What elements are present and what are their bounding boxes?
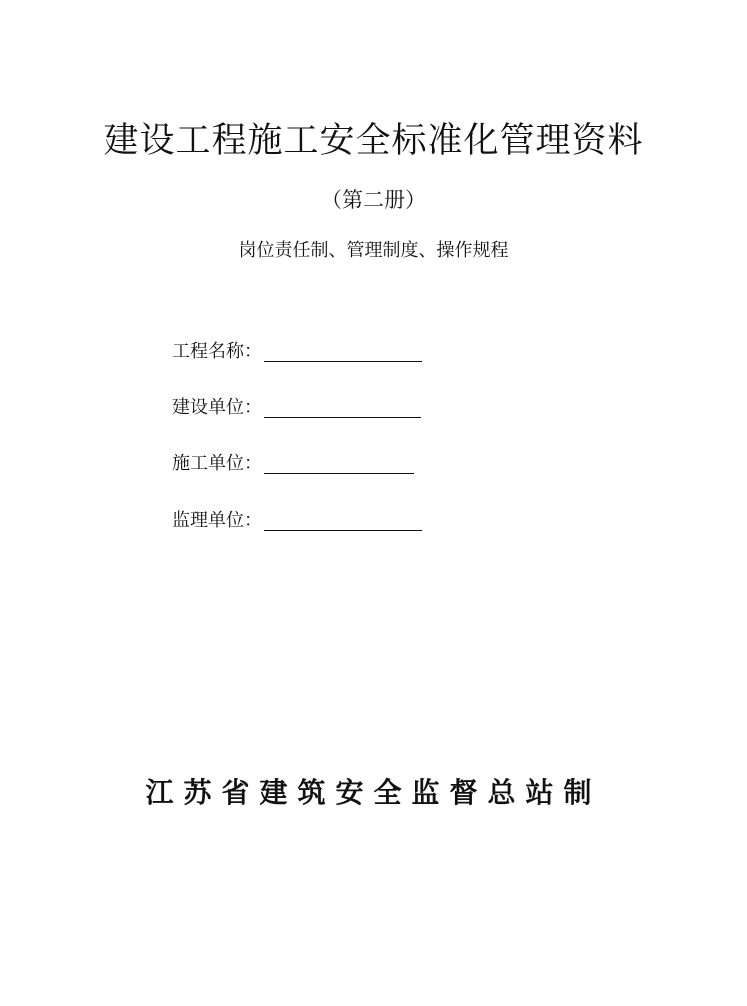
supervision-unit-blank-line <box>264 510 422 531</box>
document-title: 建设工程施工安全标准化管理资料 <box>103 121 644 161</box>
project-name-blank-line <box>264 341 422 362</box>
supervision-unit-field <box>172 506 422 534</box>
supervision-unit-label: 监理单位： <box>172 510 262 531</box>
builder-unit-blank-line <box>264 453 414 474</box>
volume-label: （第二册） <box>321 188 426 212</box>
project-name-field <box>172 337 422 365</box>
construction-unit-label: 建设单位： <box>172 397 262 418</box>
construction-unit-blank-line <box>264 397 421 418</box>
project-name-label: 工程名称： <box>172 341 262 362</box>
builder-unit-label: 施工单位： <box>172 453 262 474</box>
builder-unit-field <box>172 449 414 477</box>
construction-unit-field <box>172 393 421 421</box>
issuer-line: 江苏省建筑安全监督总站制 <box>145 776 602 809</box>
document-subtitle: 岗位责任制、管理制度、操作规程 <box>238 240 509 261</box>
